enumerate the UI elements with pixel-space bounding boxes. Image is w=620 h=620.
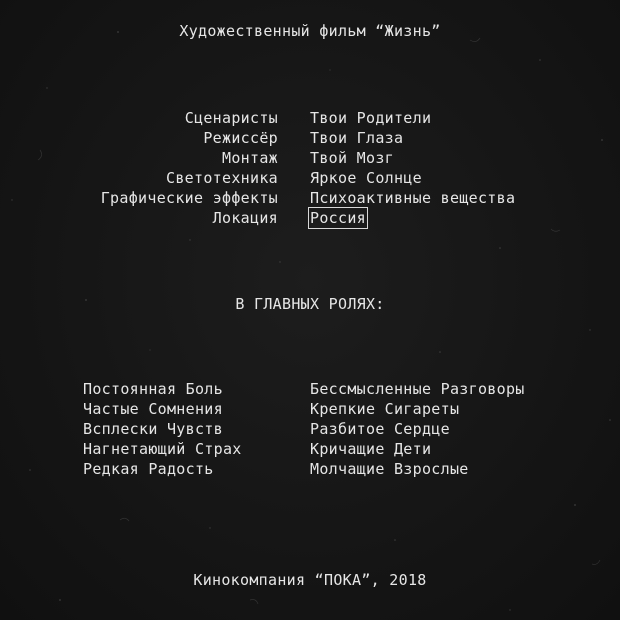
cast-member: Нагнетающий Страх (83, 440, 242, 458)
credit-name (310, 128, 515, 148)
cast-member: Всплески Чувств (83, 420, 223, 438)
credit-name-text: Твои Родители (310, 109, 432, 127)
credit-role: Локация (212, 209, 278, 227)
credits-roles-column (101, 108, 278, 228)
credit-name-text: Твой Мозг (310, 149, 394, 167)
credit-name-boxed-text: Россия (310, 209, 366, 227)
credit-role: Графические эффекты (100, 189, 278, 207)
credit-name (310, 208, 515, 228)
cast-right-column (310, 379, 525, 479)
credits-names-column (310, 108, 515, 228)
cast-heading: В ГЛАВНЫХ РОЛЯХ: (235, 295, 385, 313)
credit-name-text: Психоактивные вещества (310, 189, 516, 207)
cast-member: Бессмысленные Разговоры (310, 380, 525, 398)
credit-name (310, 168, 515, 188)
credit-role: Монтаж (222, 149, 278, 167)
cast-member: Редкая Радость (83, 460, 214, 478)
credit-role: Сценаристы (184, 109, 278, 127)
cast-member: Крепкие Сигареты (310, 400, 460, 418)
cast-member: Частые Сомнения (83, 400, 223, 418)
credit-name-text: Яркое Солнце (310, 169, 422, 187)
credit-name (310, 188, 515, 208)
cast-member: Постоянная Боль (83, 380, 223, 398)
cast-member: Молчащие Взрослые (310, 460, 469, 478)
cast-member: Кричащие Дети (310, 440, 432, 458)
credit-name (310, 108, 515, 128)
cast-member: Разбитое Сердце (310, 420, 450, 438)
credit-name-text: Твои Глаза (310, 129, 404, 147)
studio-footer: Кинокомпания “ПОКА”, 2018 (193, 571, 427, 589)
credit-name (310, 148, 515, 168)
film-title: Художественный фильм “Жизнь” (179, 22, 441, 40)
cast-left-column (83, 379, 242, 479)
credit-role: Светотехника (166, 169, 278, 187)
credit-role: Режиссёр (203, 129, 278, 147)
